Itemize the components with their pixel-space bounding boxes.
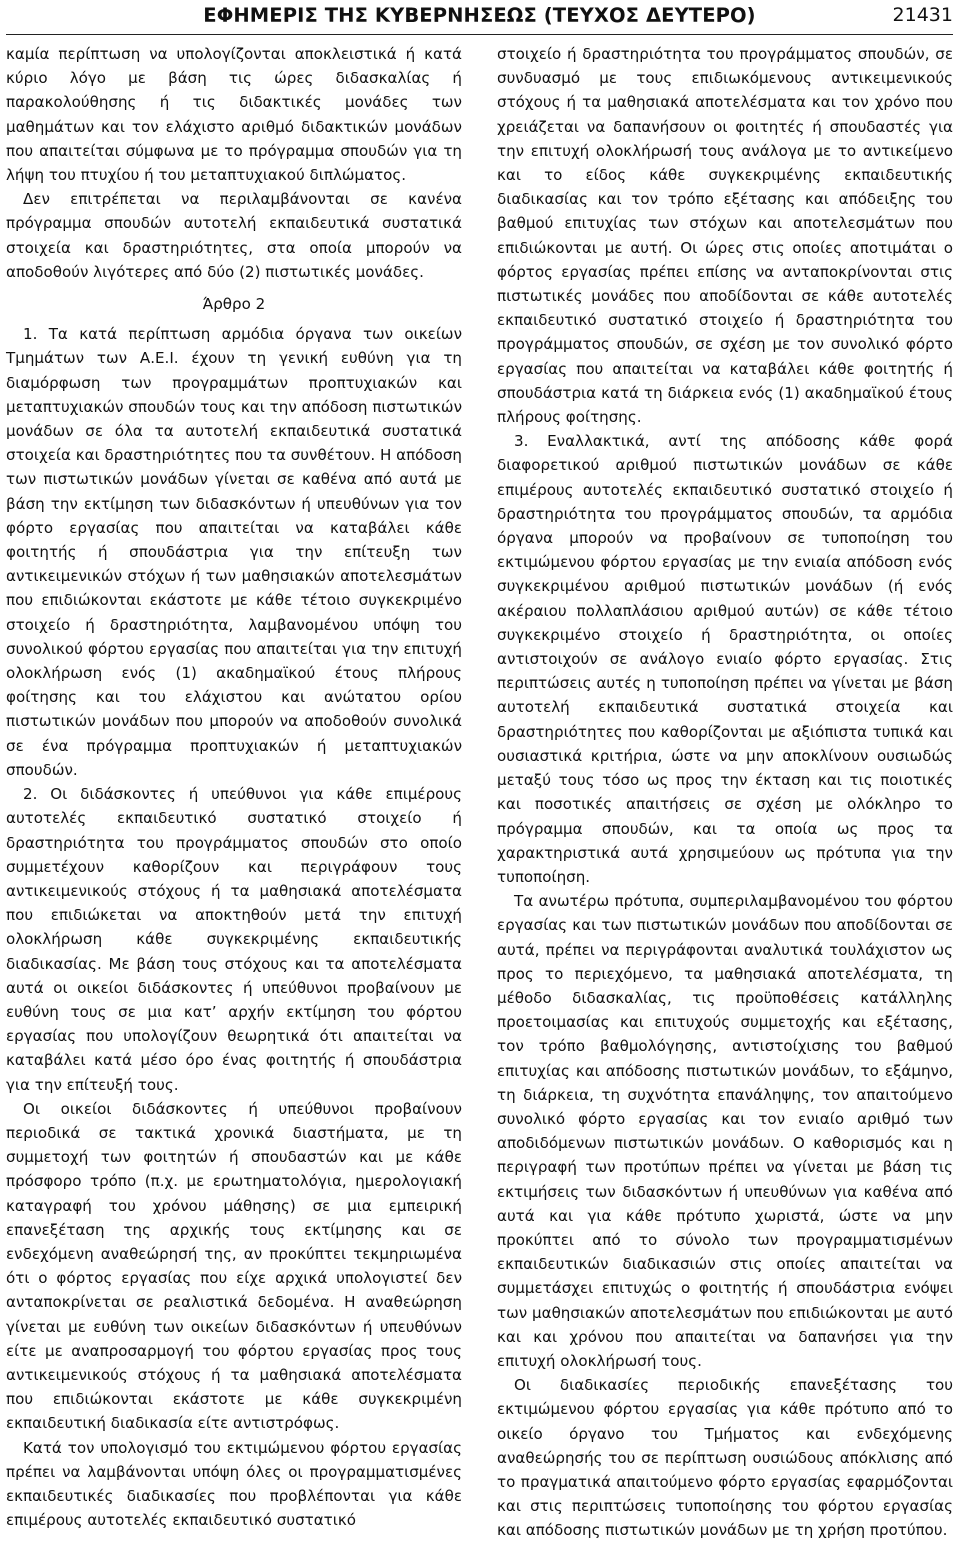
paragraph: 1. Τα κατά περίπτωση αρμόδια όργανα των οικείων Τμημάτων των Α.Ε.Ι. έχουν τη γενική ευθύνη για τη διαμόρφωση των προγραμμάτων προπτυχιακών και μεταπτυχιακών σπουδών τους και την απόδοση πιστωτικών μονάδων σε όλα τα αυτοτελή εκπαιδευτικά συστατικά στοιχεία και δραστηριότητες που τα συνθέτουν. Η απόδοση των πιστωτικών μονάδων γίνεται σε καθένα από αυτά με βάση την εκτίμηση των διδασκόντων ή υπευθύνων για τον φόρτο εργασίας που απαιτείται να καταβάλει κάθε φοιτητής ή σπουδάστρια για την επίτευξη των αντικειμενικών στόχων ή των μαθησιακών αποτελεσμάτων που επιδιώκονται εκάστοτε με κάθε τέτοιο συγκεκριμένο στοιχείο ή δραστηριότητα, λαμβανομένου υπόψη του συνολικού φόρτου εργασίας που απαιτείται για την επιτυχή ολοκλήρωση ενός (1) ακαδημαϊκού έτους πλήρους φοίτησης και του ελάχιστου και ανώτατου ορίου πιστωτικών μονάδων που μπορούν να αποδοθούν συνολικά σε ένα πρόγραμμα προπτυχιακών ή μεταπτυχιακών σπουδών. [6,325,462,779]
paragraph: 3. Εναλλακτικά, αντί της απόδοσης κάθε φορά διαφορετικού αριθμού πιστωτικών μονάδων σε κάθε επιμέρους αυτοτελές εκπαιδευτικό συστατικό στοιχείο ή δραστηριότητα του προγράμματος σπουδών, τα αρμόδια όργανα μπορούν να προβαίνουν σε τυποποίηση του εκτιμώμενου φόρτου εργασίας με την ενιαία απόδοση ενός συγκεκριμένου αριθμού πιστωτικών μονάδων (ή ενός ακέραιου πολλαπλάσιου αριθμού αυτών) σε κάθε τέτοιο συγκεκριμένο στοιχείο ή δραστηριότητα, οι οποίες αντιστοιχούν σε ανάλογο ενιαίο φόρτο εργασίας. Στις περιπτώσεις αυτές η τυποποίηση πρέπει να γίνεται με βάση αυτοτελή εκπαιδευτικά συστατικά στοιχεία και δραστηριότητες που καθορίζονται με αξιόπιστα τυπικά και ουσιαστικά κριτήρια, ώστε να μην αποκλίνουν ουσιωδώς μεταξύ τους τόσο ως προς την έκταση και τις ποιοτικές και ποσοτικές απαιτήσεις σε σχέση με ολόκληρο το πρόγραμμα σπουδών, και τα οποία ως προς τα χαρακτηριστικά αυτά χρησιμεύουν ως πρότυπα για την τυποποίηση. [497,432,953,886]
right-column [497,42,953,1543]
paragraph: Δεν επιτρέπεται να περιλαμβάνονται σε κανένα πρόγραμμα σπουδών αυτοτελή εκπαιδευτικά συστατικά στοιχεία και δραστηριότητες, στα οποία μπορούν να αποδοθούν λιγότερες από δύο (2) πιστωτικές μονάδες. [6,190,462,281]
paragraph: Τα ανωτέρω πρότυπα, συμπεριλαμβανομένου του φόρτου εργασίας και των πιστωτικών μονάδων που αποδίδονται σε αυτά, πρέπει να περιγράφονται αναλυτικά τουλάχιστον ως προς το περιεχόμενο, τα μαθησιακά αποτελέσματα, τη μέθοδο διδασκαλίας, τις προϋποθέσεις κατάλληλης προετοιμασίας και επιτυχούς συμμετοχής και εξέτασης, τον τρόπο βαθμολόγησης, αντιστοίχισης του βαθμού επιτυχίας και απόδοσης πιστωτικών μονάδων, το εξάμηνο, τη διάρκεια, τη συχνότητα επανάληψης, τον απαιτούμενο συνολικό φόρτο εργασίας και τον ενιαίο αριθμό των αποδιδόμενων πιστωτικών μονάδων. Ο καθορισμός και η περιγραφή των προτύπων πρέπει να γίνεται με βάση τις εκτιμήσεις των διδασκόντων ή υπευθύνων για καθένα από αυτά και για κάθε πρότυπο χωριστά, ώστε να μην προκύπτει από το σύνολο των προγραμματισμένων εκπαιδευτικών διαδικασιών στις οποίες απαιτείται να συμμετάσχει επιτυχώς ο φοιτητής ή σπουδάστρια ενόψει των μαθησιακών αποτελεσμάτων που επιδιώκονται με αυτό και και χρόνου που απαιτείται να δαπανήσει για την επιτυχή ολοκλήρωσή τους. [497,892,953,1370]
paragraph: καμία περίπτωση να υπολογίζονται αποκλειστικά ή κατά κύριο λόγο με βάση τις ώρες διδασκαλίας ή παρακολούθησης ή τις διδακτικές μονάδες των μαθημάτων και τον ελάχιστο αριθμό διδακτικών μονάδων που απαιτείται σύμφωνα με το πρόγραμμα σπουδών για τη λήψη του πτυχίου ή του μεταπτυχιακού διπλώματος. [6,45,462,185]
page-header [6,0,953,35]
paragraph: στοιχείο ή δραστηριότητα του προγράμματος σπουδών, σε συνδυασμό με τους επιδιωκόμενους αντικειμενικούς στόχους ή τα μαθησιακά αποτελέσματα και τον χρόνο που χρειάζεται να δαπανήσουν οι φοιτητές ή σπουδαστές για την επιτυχή ολοκλήρωσή τους ανάλογα με το αντικείμενο και το είδος κάθε συγκεκριμένης εκπαιδευτικής διαδικασίας και τον τρόπο εξέτασης και απόδειξης του βαθμού επιτυχίας των στόχων και αποτελεσμάτων που επιδιώκονται με αυτή. Οι ώρες στις οποίες αποτιμάται ο φόρτος εργασίας πρέπει επίσης να ανταποκρίνονται στις πιστωτικές μονάδες που αποδίδονται σε κάθε αυτοτελές εκπαιδευτικό συστατικό στοιχείο ή δραστηριότητα του προγράμματος σπουδών, σε σχέση με τον συνολικό φόρτο εργασίας που απαιτείται να καταβάλει κάθε φοιτητής ή σπουδάστρια κατά τη διάρκεια ενός (1) ακαδημαϊκού έτους πλήρους φοίτησης. [497,45,953,427]
text-columns [6,42,953,1543]
article-heading: Άρθρο 2 [202,295,266,314]
page-number: 21431 [892,4,953,26]
left-column [6,42,462,1543]
paragraph: Οι διαδικασίες περιοδικής επανεξέτασης του εκτιμώμενου φόρτου εργασίας για κάθε πρότυπο από το οικείο όργανο του Τμήματος και ενδεχόμενης αναθεώρησής του σε περίπτωση ουσιώδους απόκλισης από το πραγματικά απαιτούμενο φόρτο εργασίας εφαρμόζονται και στις περιπτώσεις τυποποίησης του φόρτου εργασίας και απόδοσης πιστωτικών μονάδων με τη χρήση προτύπου. [497,1376,953,1540]
paragraph: Οι οικείοι διδάσκοντες ή υπεύθυνοι προβαίνουν περιοδικά σε τακτικά χρονικά διαστήματα, με τη συμμετοχή των φοιτητών ή σπουδαστών και με κάθε πρόσφορο τρόπο (π.χ. με ερωτηματολόγια, ημερολογιακή καταγραφή του χρόνου μάθησης) σε μια εμπειρική επανεξέταση της αρχικής τους εκτίμησης και σε ενδεχόμενη αναθεώρησή της, αν προκύπτει τεκμηριωμένα ότι ο φόρτος εργασίας που είχε αρχικά υπολογιστεί δεν ανταποκρίνεται σε ρεαλιστικά δεδομένα. Η αναθεώρηση γίνεται με ευθύνη των οικείων διδασκόντων ή υπευθύνων είτε με αναπροσαρμογή του φόρτου εργασίας προς τους αντικειμενικούς στόχους ή τα μαθησιακά αποτελέσματα που επιδιώκονται εκάστοτε με κάθε συγκεκριμένη εκπαιδευτική διαδικασία είτε αντιστρόφως. [6,1099,462,1433]
paragraph: Κατά τον υπολογισμό του εκτιμώμενου φόρτου εργασίας πρέπει να λαμβάνονται υπόψη όλες οι προγραμματισμένες εκπαιδευτικές διαδικασίες που προβλέπονται για κάθε επιμέρους αυτοτελές εκπαιδευτικό συστατικό [6,1438,462,1530]
paragraph: 2. Οι διδάσκοντες ή υπεύθυνοι για κάθε επιμέρους αυτοτελές εκπαιδευτικό συστατικό στοιχείο ή δραστηριότητα του προγράμματος σπουδών στο οποίο συμμετέχουν καθορίζουν και περιγράφουν τους αντικειμενικούς στόχους ή τα μαθησιακά αποτελέσματα που επιδιώκεται να αποκτηθούν μετά την επιτυχή ολοκλήρωση κάθε συγκεκριμένης εκπαιδευτικής διαδικασίας. Με βάση τους στόχους και τα αποτελέσματα αυτά οι οικείοι διδάσκοντες ή υπεύθυνοι προβαίνουν με ευθύνη τους σε μια κατ’ αρχήν εκτίμηση του φόρτου εργασίας που υπολογίζουν θεωρητικά ότι απαιτείται να καταβάλει κατά μέσο όρο ένας φοιτητής ή σπουδάστρια για την επίτευξή τους. [6,785,462,1094]
gazette-title: ΕΦΗΜΕΡΙΣ ΤΗΣ ΚΥΒΕΡΝΗΣΕΩΣ (ΤΕΥΧΟΣ ΔΕΥΤΕΡΟ) [203,4,756,27]
